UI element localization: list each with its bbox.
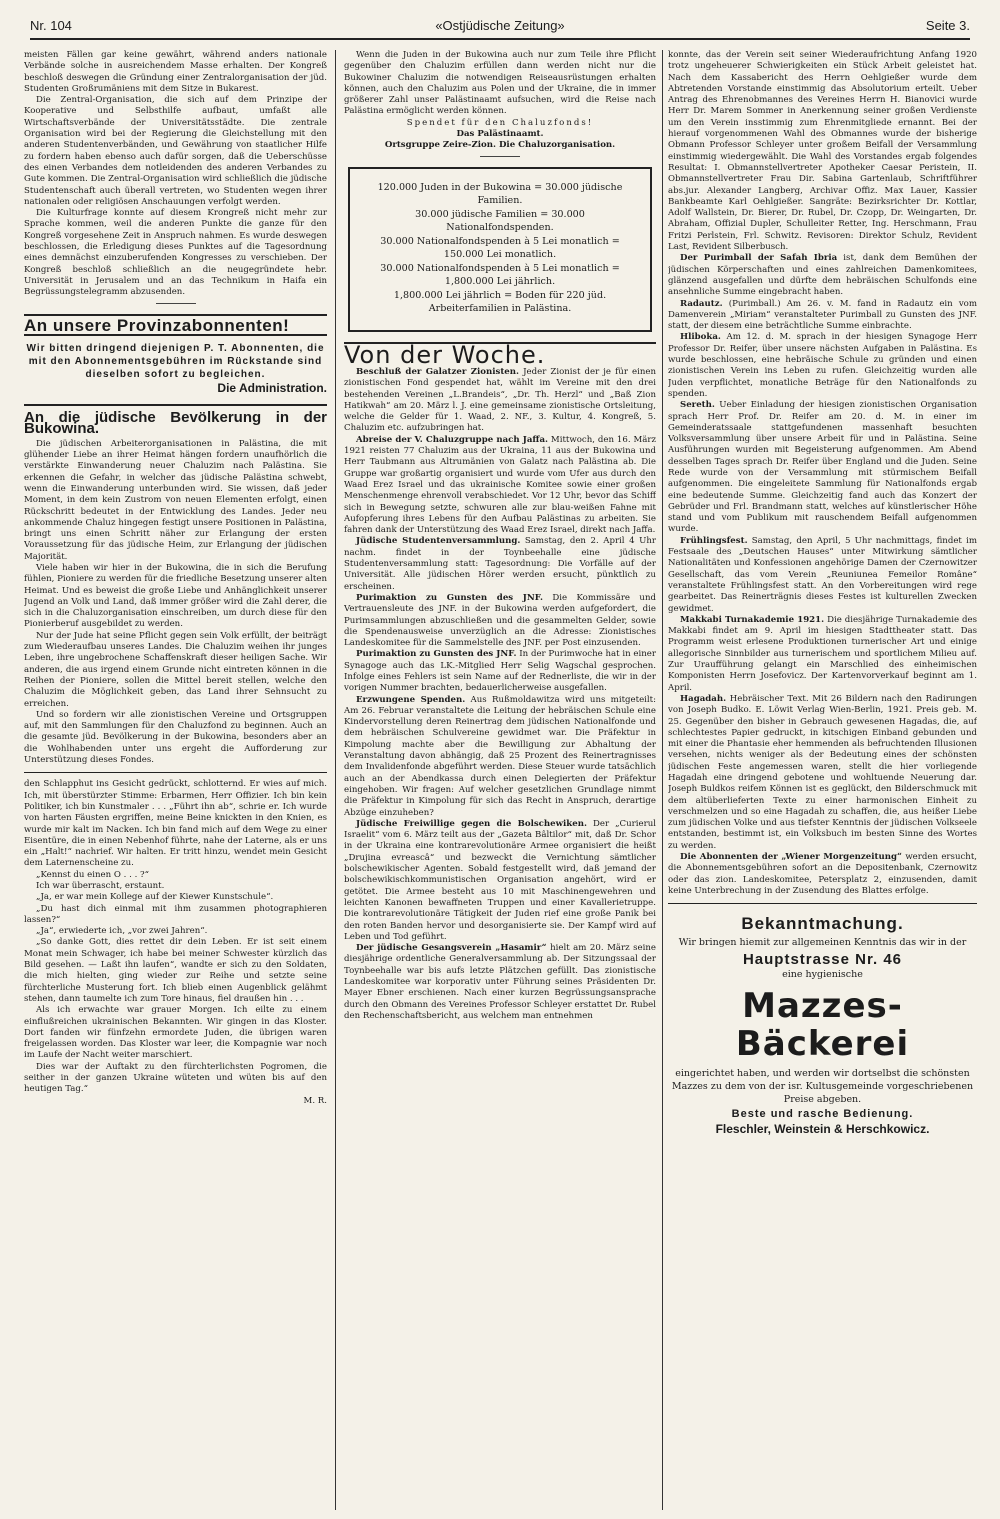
news-text: Hebräischer Text. Mit 26 Bildern nach den Radirungen von Joseph Budko. E. Löwit Verlag Wien-Berlin, 1921. Preis geb. M. 25. Gegenüber den bisher in Gebrauch gewesenen Hagadas, die, auf schlechtestes Papier gedruckt, in kitschigen Einband gebunden und mit einer die Phantasie eher hemmenden als befruchtenden Illusionen versehen, nichts weniger als der Bedeutung eines der schönsten jüdischen Feste angemessen waren, stellt die hier vorliegende Hagadah eine dringend gebotene und wohltuende Neuerung dar. Joseph Buldkos reifem Können ist es geglückt, den Bilderschmuck mit dem altüberlieferten Texte zu einer harmonischen Einheit zu verschmelzen und so eine Hagadah zu schaffen, die, aus heißer Liebe zum jüdischen Volke und aus tiefster Kenntnis der jüdischen Volkseele entstanden, bestimmt ist, ein Volksbuch im besten Sinne des Wortes zu werden. <box>668 693 977 851</box>
signature-line <box>344 129 656 140</box>
fund-calculation-box <box>348 167 652 332</box>
paragraph: Nur der Jude hat seine Pflicht gegen sein Volk erfüllt, der beiträgt zum Wiederaufbau unseres Landes. Die Chaluzim weihen ihr junges Leben, ihre ungebrochene Schaffenskraft dieser heiligen Sache. Wir anderen, die aus irgend einem Grunde nicht eintreten können in die Reihen der Pioniere, sollen die Mittel bereit stellen, welche den Chaluzim die Möglichkeit geben, das Land ihrer Sehnsucht zu erreichen. <box>24 630 327 709</box>
news-title: Sereth. <box>680 400 715 411</box>
paragraph: Ich war überrascht, erstaunt. <box>36 881 165 891</box>
section-banner: An unsere Provinzabonnenten! <box>24 314 327 336</box>
article-headline: An die jüdische Bevölkerung in der Bukowina. <box>24 404 327 435</box>
news-item <box>344 695 656 819</box>
paragraph: meisten Fällen gar keine gewährt, während anders nationale Verbände solche in ausreichendem Masse erhalten. Der Kongreß beschloß deswegen die Gründung einer Zentralorganisation der jüd. Studenten Großrumäniens mit dem Sitze in Bukarest. <box>24 50 327 94</box>
news-item <box>344 536 656 592</box>
news-text: ist, dank dem Bemühen der jüdischen Körperschaften und eines zahlreichen Damenkomitees, glänzend ausgefallen und dürfte dem hebräischen Schulfonds eine ansehnliche Summe eingebracht haben. <box>668 253 977 298</box>
news-item <box>668 615 977 694</box>
news-item <box>668 253 977 298</box>
box-line: 30.000 jüdische Familien = 30.000 Nationalfondspenden. <box>415 208 585 233</box>
page-number: Seite 3. <box>925 18 970 33</box>
ad-slogan: Beste und rasche Bedienung. <box>731 1107 914 1120</box>
news-text: Der „Curierul Israelit“ vom 6. März teilt aus der „Gazeta Bâltilor“ mit, daß Dr. Schor in der Ukraina eine kontrarevolutionäre Armee organisiert die heißt „Drujina evreascâ“ und bezweckt die Vernichtung sämtlicher bolschewikischer Agenten. Sobald festgestellt wird, daß jemand der bolschewikischkommunistischen Organisation angehört, wird er getötet. Die Armee besteht aus 10 mit Maschinengewehren und leichten Kanonen bewaffneten Truppen und einer Kavallerietruppe. Die kontrarevolutionäre Tätigkeit der Juden rief eine große Panik bei den roten Banden hervor und desorganisierte sie. Der Kampf wird auf Leben und Tod geführt. <box>344 818 656 942</box>
column-left <box>24 50 327 1510</box>
paragraph: Die Kulturfrage konnte auf diesem Krongreß nicht mehr zur Sprache kommen, weil die anderen Punkte die ganze für den Kongreß vorgesehene Zeit in Anspruch nahmen. Es wurde deswegen beschlossen, die Erledigung dieses Punktes auf die Tagesordnung eines demnächst einzuberufenden Kongresses zu verschieben. Der Kongreß beschloß schließlich an die neugegründete hebr. Universität in Jerusalem und an das Technikum in Haifa ein Begrüssungstelegramm abzusenden. <box>24 208 327 298</box>
news-title: Abreise der V. Chaluzgruppe nach Jaffa. <box>356 434 549 445</box>
column-middle <box>344 50 656 1510</box>
news-text: Aus Rußmoldawitza wird uns mitgeteilt: Am 26. Februar veranstaltete die Leitung der hebräischen Schule eine Kindervorstellung deren Reinertrag dem jüdischen Nationalfonde und dem hebräischen Schulvereine gewidmet war. Die Präfektur in Kimpolung machte aber die Bewilligung zur Abhaltung der Veranstaltung davon abhängig, daß 25 Prozent des Reinertragnisses dem Invalidenfonde abgeführt werden. Diese Steuer wurde tatsächlich auch an der Abendkassa durch einen Delegierten der Präfektur eingehoben. Wir fragen: Auf welcher gesetzlichen Grundlage nimmt die Präfektur in Kimpolung für sich das Recht in Anspruch, derartige Abzüge einzuheben? <box>344 694 656 818</box>
news-title: Jüdische Studentenversammlung. <box>356 536 521 547</box>
news-item <box>668 400 977 536</box>
news-title: Hliboka. <box>680 332 721 343</box>
news-title: Makkabi Turnakademie 1921. <box>680 614 825 625</box>
news-title: Erzwungene Spenden. <box>356 694 466 705</box>
paragraph: „Ja, er war mein Kollege auf der Kiewer Kunstschule“. <box>36 892 274 903</box>
news-title: Der Purimball der Safah Ibria <box>680 253 838 264</box>
news-text: Samstag, den April, 5 Uhr nachmittags, findet im Festsaale des „Deutschen Hauses“ unter Mitwirkung sämtlicher Nationalitäten und Konfessionen angehörige Damen der Czernowitzer Gesellschaft, das vom Verein „Reuniunea Femeilor Române“ veranstaltete Frühlingsfest statt. An den Vorbereitungen wird rege gearbeitet. Das Reinerträgnis dieses Festes ist kulturellen Zwecken gewidmet. <box>668 535 977 614</box>
author-signature: M. R. <box>303 1095 327 1106</box>
box-line: 1,800.000 Lei jährlich = Boden für 220 jüd. Arbeiterfamilien in Palästina. <box>393 289 607 314</box>
paragraph: den Schlapphut ins Gesicht gedrückt, schlotternd. Er wies auf mich. Ich, mit überstürzter Stimme: Erbarmen, Herr Offizier. Ich bin kein Politiker, ich bin Kunstmaler . . . „Führt ihn ab“, schrie er. Ich wurde von harten Fäusten ergriffen, meine Beine knickten in den Knien, es wurde mir kalt im Nacken. Ich bin fand mich auf dem Wege zu einer Eisentüre, die in einen Nebenhof führte, nahe der Laterne, als er uns ein „Halt!“ nachrief. Wir halten. Er tritt hinzu, wendet mein Gesicht dem Laternenscheine zu. <box>24 779 327 869</box>
paragraph: „So danke Gott, dies rettet dir dein Leben. Er ist seit einem Monat mein Schwager, ich habe bei meiner Schwester kürzlich das Bild gesehen. — Laßt ihn laufen“, wandte er sich zu den Soldaten, die mich hielten, ging wieder zur Reihe und setzte seine fürchterliche Musterung fort. Ich blieb einen Augenblick gelähmt stehen, dann taumelte ich zum Tore hinaus, fiel draußen hin . . . <box>24 937 327 1004</box>
news-text: Mittwoch, den 16. März 1921 reisten 77 Chaluzim aus der Ukraina, 11 aus der Bukowina und Herr Taubmann aus Altrumänien von Galatz nach Palästina ab. Die Gruppe war großartig organisiert und wurde vom Ufer aus durch den Waad Erez Israel und das ukrainische Komitee sowie einer großen Menschenmenge ehrenvoll verabschiedet. Vor 12 Uhr, bevor das Schiff sich in Bewegung setzte, schwuren alle zur blau-weißen Fahne mit Aufopferung ihres Lebens für den Aufbau Palästinas zu arbeiten. Sie fahren dank der Unterstützung des Waad Erez Israel, direkt nach Jaffa. <box>344 434 656 536</box>
page-header <box>30 8 970 40</box>
box-line: 30.000 Nationalfondspenden à 5 Lei monatlich = 1,800.000 Lei jährlich. <box>380 262 620 287</box>
paragraph: Die Zentral-Organisation, die sich auf dem Prinzipe der Kooperative und Selbsthilfe aufbaut, umfaßt alle Wirtschaftsverbände der Universitätsstädte. Die zentrale Organisation wird bei der Regierung die Gleichstellung mit den anderen Studentenverbänden, und Gewährung von staatlicher Hilfe zu fordern haben ebenso auch dafür sorgen, daß die Ueberschüsse des einen Verbandes dem notleidenden des anderen Verbandes zu Gute kommen. Die Zentral-Organisation wird schließlich die jüdische Studentenschaft auch überall vertreten, wo Studenten wegen ihrer nationalen oder religiösen Anschauungen verfolgt werden. <box>24 95 327 207</box>
paragraph: Dies war der Auftakt zu den fürchterlichsten Pogromen, die seither in der ganzen Ukraine wüteten und wüten bis auf den heutigen Tag.“ <box>24 1061 327 1095</box>
column-rule <box>662 50 663 1510</box>
separator <box>480 156 520 157</box>
ad-business-name: Mazzes-Bäckerei <box>735 985 910 1064</box>
paragraph: „Kennst du einen O . . . ?“ <box>36 869 150 880</box>
ad-text: Wir bringen hiemit zur allgemeinen Kenntnis das wir in der <box>678 936 967 948</box>
paragraph: konnte, das der Verein seit seiner Wiederaufrichtung Anfang 1920 trotz ungeheuerer Schwierigkeiten ein Stück Arbeit geleistet hat. Nach dem Kassabericht des Herrn Oehlgießer wurde dem Abtretenden Vorstande einstimmig das Absolutorium erteilt. Ueber Antrag des Ehrenobmannes des Vereines Herrn H. Bianovici wurde Herr Dr. Marem Sommer in Anerkennung seiner großen Verdienste um den Verein insstimmig zum Ehrenmitgliede ernannt. Bei der hierauf vorgenommenen Wahl des Obmannes wurde der bisherige Obmann Professor Schleyer unter großem Beifall der Versammlung einstimmig wiedergewählt. Die Wahl des Vorstandes ergab folgendes Resultat: I. Obmannstellvertreter Apotheker Caesar Peristein, II. Obmannstellvertreter Frau Dir. Sabina Gartenlaub, Schriftführer abs.jur. Alexander Langberg, Archivar Offiz. Max Lauer, Kassier Bankbeamte Karl Oehlgießer. Sangräte: Bezirksrichter Dr. Kottlar, Adolf Wallstein, Dr. Bierer, Dr. Rubel, Dr. Czopp, Dr. Weingarten, Dr. Abraham, Offizial Dupler, Schulleiter Retter, Ing. Herschmann, Frau Fritzi Perlstein, Frl. Schwitz. Revisoren: Direktor Schulz, Revident Last, Revident Silberbusch. <box>668 50 977 253</box>
paragraph: Wenn die Juden in der Bukowina auch nur zum Teile ihre Pflicht gegenüber den Chaluzim erfüllen dann werden nicht nur die Bukowiner Chaluzim die notwendigen Reiseausrüstungen erhalten können, auch den Chaluzim aus Polen und der Ukraine, die in immer größerer Zahl unser Palästinaamt aufsuchen, wird die Reise nach Palästina ermöglicht werden können. <box>344 50 656 117</box>
news-item <box>668 536 977 615</box>
news-item <box>668 332 977 400</box>
news-text: Die Kommissäre und Vertrauensleute des JNF. in der Bukowina werden aufgefordert, die Purimsammlungen abzuschließen und die gesammelten Gelder, sowie die Spendenausweise unverzüglich an die Adresse: Zionistisches Landeskomitee für die Sammelstelle des JNF. per Post einzusenden. <box>344 592 656 649</box>
ad-text: eingerichtet haben, und werden wir dortselbst die schönsten Mazzes zu dem von der isr. Kultusgemeinde vorgeschriebenen Preise abgeben. <box>671 1067 974 1105</box>
signature-text: Das Palästinaamt. <box>456 129 544 140</box>
signature-line <box>344 140 656 151</box>
news-title: Die Abonnenten der „Wiener Morgenzeitung“ <box>680 852 902 863</box>
news-item <box>668 694 977 852</box>
news-text: Ueber Einladung der hiesigen zionistischen Organisation sprach Herr Prof. Dr. Reifer am 20. d. M. in einer im Gemeinderatssaale stattgefundenen massenhaft besuchten Volksversammlung über unsere Arbeit für und in Palästina. Seine Ausführungen wurden mit Begeisterung aufgenommen. Am Abend desselben Tages sprach Dr. Reifer über England und die Juden. Seine Rede wurde von der Versammlung mit stürmischem Beifall aufgenommen. Die eingeleitete Sammlung für Nationalfonds ergab eine bedeutende Summe. Gleichzeitig fand auch das Konzert der Gebrüder und Frl. Brandmann statt, welches auf künstlerischer Höhe stand und vom Publikum mit rauschendem Beifall aufgenommen wurde. <box>668 400 977 535</box>
divider <box>24 772 327 773</box>
news-item <box>344 593 656 649</box>
ad-signature: Fleschler, Weinstein & Herschkowicz. <box>715 1121 930 1136</box>
paragraph: Als ich erwachte war grauer Morgen. Ich eilte zu einem einflußreichen ukrainischen Bekannten. Wir gingen in das Kloster. Dort fanden wir fünfzehn ermordete Juden, die übrigen waren freigelassen worden. Das Kloster war leer, die Kompagnie war noch im Laufe der Nacht weiter marschiert. <box>24 1005 327 1061</box>
column-rule <box>335 50 336 1510</box>
advertisement <box>668 936 977 1136</box>
news-title: Purimaktion zu Gunsten des JNF. <box>356 649 517 660</box>
news-item <box>668 852 977 897</box>
paragraph: „Du hast dich einmal mit ihm zusammen photographieren lassen?“ <box>24 903 327 925</box>
news-text: (Purimball.) Am 26. v. M. fand in Radautz ein vom Damenverein „Miriam“ veranstalteter Purimball zu Gunsten des JNF. statt, der diesem eine beträchtliche Summe einbrachte. <box>668 298 977 332</box>
box-line: 30.000 Nationalfondspenden à 5 Lei monatlich = 150.000 Lei monatlich. <box>380 235 620 260</box>
news-title: Hagadah. <box>680 693 727 704</box>
paragraph: „Ja“, erwiederte ich, „vor zwei Jahren“. <box>36 926 208 937</box>
news-text: Samstag, den 2. April 4 Uhr nachm. findet in der Toynbeehalle eine jüdische Studentenversammlung statt: Tagesordnung: Die Vorfälle auf der Universität. Alle jüdischen Hörer werden ersucht, pünktlich zu erscheinen. <box>344 536 656 592</box>
paragraph: Die jüdischen Arbeiterorganisationen in Palästina, die mit glühender Liebe an ihrer Heimat hängen fordern unaufhörlich die verstärkte Einwanderung neuer Chaluzim nach Palästina. Sie erkennen die Gefahr, in welcher das jüdische Palästina schwebt, wenn die Einwanderung unterbunden wird. Sie wissen, daß jeder Moment, in dem kein Zustrom von neuen Elementen erfolgt, einen Rückschritt bedeutet in der Entwicklung des Landes. Jeder neu ankommende Chaluz hingegen festigt unsere Positionen in Palästina, bringt uns einen Schritt näher zur Erlangung der ersten Voraussetzung für das jüdische Heim, zur Erlangung der jüdischen Majorität. <box>24 438 327 562</box>
section-heading: Von der Woche. <box>344 342 656 361</box>
ad-text: eine hygienische <box>782 968 863 980</box>
notice-signature: Die Administration. <box>217 380 327 395</box>
news-text: Jeder Zionist der je für einen zionistischen Fond gespendet hat, wählt im Vereine mit den drei bestehenden Vereinen „L.Brandeis“, „Dr. Th. Herzl“ und „Baß Zion Hatikwah“ am 20. März l. J. eine gemeinsame zionistische Ortsleitung, welche die Gelder für 1. Waad, 2. NF., 3. Kultur, 4. Kongreß, 5. Chaluzim etc. aufzubringen hat. <box>344 366 656 434</box>
paragraph: Viele haben wir hier in der Bukowina, die in sich die Berufung fühlen, Pioniere zu werden für die friedliche Besetzung unserer alten Heimat. Und es beweist die große Liebe und Anhänglichkeit unserer Jugend an Volk und Land, daß immer größer wird die Zahl derer, die sich in die Chaluzorganisation einschreiben, um durch diese für den Pionierberuf ausgebildet zu werden. <box>24 562 327 630</box>
paragraph: Und so fordern wir alle zionistischen Vereine und Ortsgruppen auf, mit den Sammlungen für den Chaluzfond zu beginnen. Auch an die gesamte jüd. Bevölkerung in der Bukowina, besonders aber an die Wohlhabenden unter uns ergeht die Aufforderung zur Unterstützung dieses Fondes. <box>24 709 327 766</box>
news-title: Purimaktion zu Gunsten des JNF. <box>356 592 543 603</box>
news-text: In der Purimwoche hat in einer Synagoge auch das LK.-Mitglied Herr Selig Wagschal gesprochen. Infolge eines Fehlers ist sein Name auf der Rednerliste, die wir in der vorigen Nummer brachten, bedauerlicherweise ausgefallen. <box>344 649 656 694</box>
news-item <box>344 435 656 537</box>
news-text: Am 12. d. M. sprach in der hiesigen Synagoge Herr Professor Dr. Reifer, über unsere nächsten Aufgaben in Palästina. Es wurde beschlossen, eine hebräische Schule zu gründen und einen zionistischen Verein ins Leben zu rufen. Gleichzeitig wurden alle Juden verpflichtet, monatliche Beträge für den Nationalfonds zu spenden. <box>668 332 977 399</box>
news-title: Der jüdische Gesangsverein „Hasamir“ <box>356 943 547 954</box>
news-item <box>344 649 656 694</box>
news-item <box>344 367 656 435</box>
newspaper-name: «Ostjüdische Zeitung» <box>435 18 565 33</box>
divider <box>668 903 977 904</box>
column-right <box>668 50 977 1510</box>
news-title: Frühlingsfest. <box>680 535 748 546</box>
news-item <box>344 819 656 943</box>
news-item <box>668 299 977 333</box>
separator <box>156 303 196 304</box>
ad-address: Hauptstrasse Nr. 46 <box>742 950 903 968</box>
news-title: Radautz. <box>680 298 723 309</box>
news-item <box>344 943 656 1022</box>
signature-text: Ortsgruppe Zeire-Zion. Die Chaluzorganisation. <box>384 140 616 151</box>
advertisement-title: Bekanntmachung. <box>741 914 904 934</box>
news-title: Jüdische Freiwillige gegen die Bolschewiken. <box>356 818 587 829</box>
subscriber-notice: Wir bitten dringend diejenigen P. T. Abonnenten, die mit den Abonnementsgebühren im Rückstande sind dieselben sofort zu begleichen. <box>26 342 325 380</box>
issue-number: Nr. 104 <box>30 18 72 33</box>
news-text: werden ersucht, die Abonnementsgebühren sofort an die Depositenbank, Czernowitz oder das zion. Landeskomitee, Petersplatz 2, einzusenden, damit keine Unterbrechung in der Zusendung des Blattes erfolge. <box>668 852 977 896</box>
appeal-line: Spendet für den Chaluzfonds! <box>406 117 594 128</box>
news-text: hielt am 20. März seine diesjährige ordentliche Generalversammlung ab. Der Sitzungssaal der Toynbeehalle war bis aufs letzte Plätzchen gefüllt. Das zionistische Landeskomitee war korporativ unter Führung seines Präsidenten Dr. Mayer Ebner erschienen. Nach einer kurzen Begrüssungsansprache durch den Obmann des Vereines Professor Schleyer erstattet Dr. Rubel den Rechenschaftsbericht, aus welchem man entnehmen <box>344 943 656 1021</box>
box-line: 120.000 Juden in der Bukowina = 30.000 jüdische Familien. <box>377 181 623 206</box>
news-text: Die diesjährige Turnakademie des Makkabi findet am 9. April im hiesigen Stadttheater statt. Das Programm weist erlesene Produktionen turnerischer Art und einige allegorische Sinnbilder aus turnerischem und sportlichem Milieu auf. Zur Uraufführung gelangt ein Marschlied des einheimischen Komponisten Herrn Josefovicz. Der Kartenvorverkauf beginnt am 1. April. <box>668 614 977 693</box>
news-title: Beschluß der Galatzer Zionisten. <box>356 366 519 377</box>
